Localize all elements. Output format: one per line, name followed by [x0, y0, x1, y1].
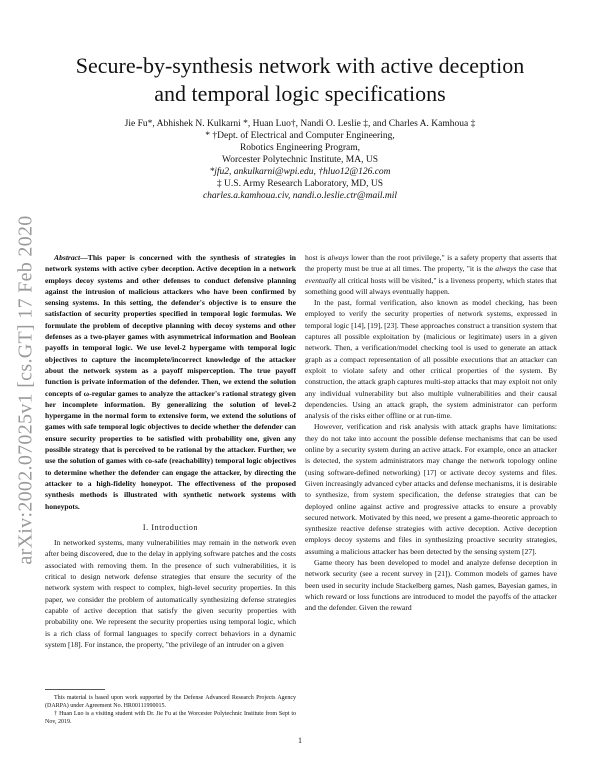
text-run: the case that	[516, 264, 557, 274]
arxiv-stamp	[4, 190, 48, 590]
author-names: Jie Fu*, Abhishek N. Kulkarni *, Huan Luo†, Nandi O. Leslie ‡, and Charles A. Kamhoua ‡	[124, 119, 476, 129]
footnote-1: This material is based upon work supported by the Defense Advanced Research Projects Agency (DARPA) under Agreement No. HR00111990015.	[45, 695, 296, 709]
emphasis-always: always	[327, 253, 349, 262]
footnote-2: † Huan Luo is a visiting student with Dr. Jie Fu at the Worcester Polytechnic Institute from Sept to Nov, 2019.	[45, 711, 296, 725]
affiliation-2: Robotics Engineering Program,	[239, 143, 361, 153]
abstract-lead: Abstract	[54, 253, 81, 262]
right-column	[305, 252, 557, 614]
title-line-2: and temporal logic specifications	[154, 81, 446, 106]
left-column	[45, 252, 296, 650]
arxiv-stamp-text: arXiv:2002.07025v1 [cs.GT] 17 Feb 2020	[14, 215, 37, 565]
text-run: lower than the root privilege," is a safety property that asserts that the property must be true at all times. The property, "it is the	[305, 253, 557, 274]
right-paragraph-3: However, verification and risk analysis with attack graphs have limitations: they do not take into account the possible defense mechanisms that can be used online by a security system during an active attack. For example, once an attacker is detected, the system administrators may change the network topology online (using software-defined networking) [17] or activate decoy systems and files. Given increasingly advanced cyber attacks and defense mechanisms, it is desirable to synthesize, from system specification, the defense strategies that can be deployed online against active and progressive attacks to ensure a provably secured network. Motivated by this need, we present a game-theoretic approach to synthesize reactive defense strategies with active deception. Active deception employs decoy systems and files in synthesizing proactive security strategies, assuming a malicious attacker has been detected by the sensing system [27].	[305, 422, 557, 556]
page-number: 1	[298, 736, 302, 745]
affiliation-3: Worcester Polytechnic Institute, MA, US	[222, 155, 378, 165]
footnote-rule	[45, 689, 105, 690]
title-line-1: Secure-by-synthesis network with active deception	[75, 53, 525, 78]
footnotes	[45, 694, 296, 726]
email-2: charles.a.kamhoua.civ, nandi.o.leslie.ctr@mail.mil	[202, 191, 398, 201]
affiliation-4: ‡ U.S. Army Research Laboratory, MD, US	[216, 179, 384, 189]
paper-title	[40, 52, 560, 108]
right-paragraph-1	[305, 252, 557, 297]
affiliation-1: * †Dept. of Electrical and Computer Engineering,	[205, 131, 395, 141]
author-block	[60, 118, 540, 202]
abstract	[45, 252, 296, 512]
text-run: all critical hosts will be visited," is a liveness property, which states that something good will always eventually happen.	[305, 275, 557, 296]
emphasis-eventually: eventually	[305, 275, 337, 285]
right-paragraph-2: In the past, formal verification, also known as model checking, has been employed to verify the security properties of network systems, expressed in temporal logic [14], [19], [23]. These approaches construct a transition system that captures all possible exploitation by (malicious or legitimate) users in a given network. Then, a verification/model checking tool is used to generate an attack graph as a compact representation of all possible executions that an attacker can exploit to violate safety and other critical properties of the system. By construction, the attack graph captures multi-step attacks that may exploit not only any individual vulnerability but also multiple vulnerabilities and their causal dependencies. Using an attack graph, the system administrator can perform analysis of the risks either offline or at run-time.	[305, 298, 557, 421]
abstract-text: —This paper is concerned with the synthesis of strategies in network systems with active cyber deception. Active deception in a network employs decoy systems and other defenses to conduct defensive planning against the intrusion of malicious attackers who have been confirmed by sensing systems. In this setting, the defender's objective is to ensure the satisfaction of security properties specified in temporal logic formulas. We formulate the problem of deceptive planning with decoy systems and other defenses as a two-player games with asymmetrical information and Boolean payoffs in temporal logic. We use level-2 hypergame with temporal logic objectives to capture the incomplete/incorrect knowledge of the attacker about the network system as a payoff misperception. The true payoff function is private information of the defender. Then, we extend the solution concepts of ω-regular games to analyze the attacker's rational strategy given her incomplete information. By generalizing the solution of level-2 hypergame in the normal form to extensive form, we extend the solutions of games with safe temporal logic objectives to decide whether the defender can ensure security properties to be satisfied with probability one, given any possible strategy that is perceived to be rational by the attacker. Further, we use the solution of games with co-safe (reachability) temporal logic objectives to determine whether the defender can engage the attacker, by directing the attacker to a high-fidelity honeypot. The effectiveness of the proposed synthesis methods is illustrated with synthetic network systems with honeypots.	[45, 253, 296, 511]
section-heading-introduction: I. Introduction	[142, 522, 199, 532]
emphasis-always: always	[495, 264, 517, 274]
text-run: host is	[305, 253, 328, 262]
intro-paragraph-1: In networked systems, many vulnerabilities may remain in the network even after being discovered, due to the delay in applying software patches and the costs associated with removing them. In the presence of such vulnerabilities, it is critical to design network defense strategies that ensure the security of the network system with respect to complex, high-level security properties. In this paper, we consider the problem of automatically synthesizing defense strategies capable of active deception that satisfy the given security properties with probability one. We represent the security properties using temporal logic, which is a rich class of formal languages to specify correct behaviors in a dynamic system [18]. For instance, the property, "the privilege of an intruder on a given	[45, 538, 296, 649]
right-paragraph-4: Game theory has been developed to model and analyze defense deception in network security (see a recent survey in [21]). Common models of games have been used in security include Stackelberg games, Nash games, Bayesian games, in which reward or loss functions are introduced to model the payoffs of the attacker and the defender. Given the reward	[305, 558, 557, 613]
email-1: *jfu2, ankulkarni@wpi.edu, †hluo12@126.com	[209, 167, 391, 177]
